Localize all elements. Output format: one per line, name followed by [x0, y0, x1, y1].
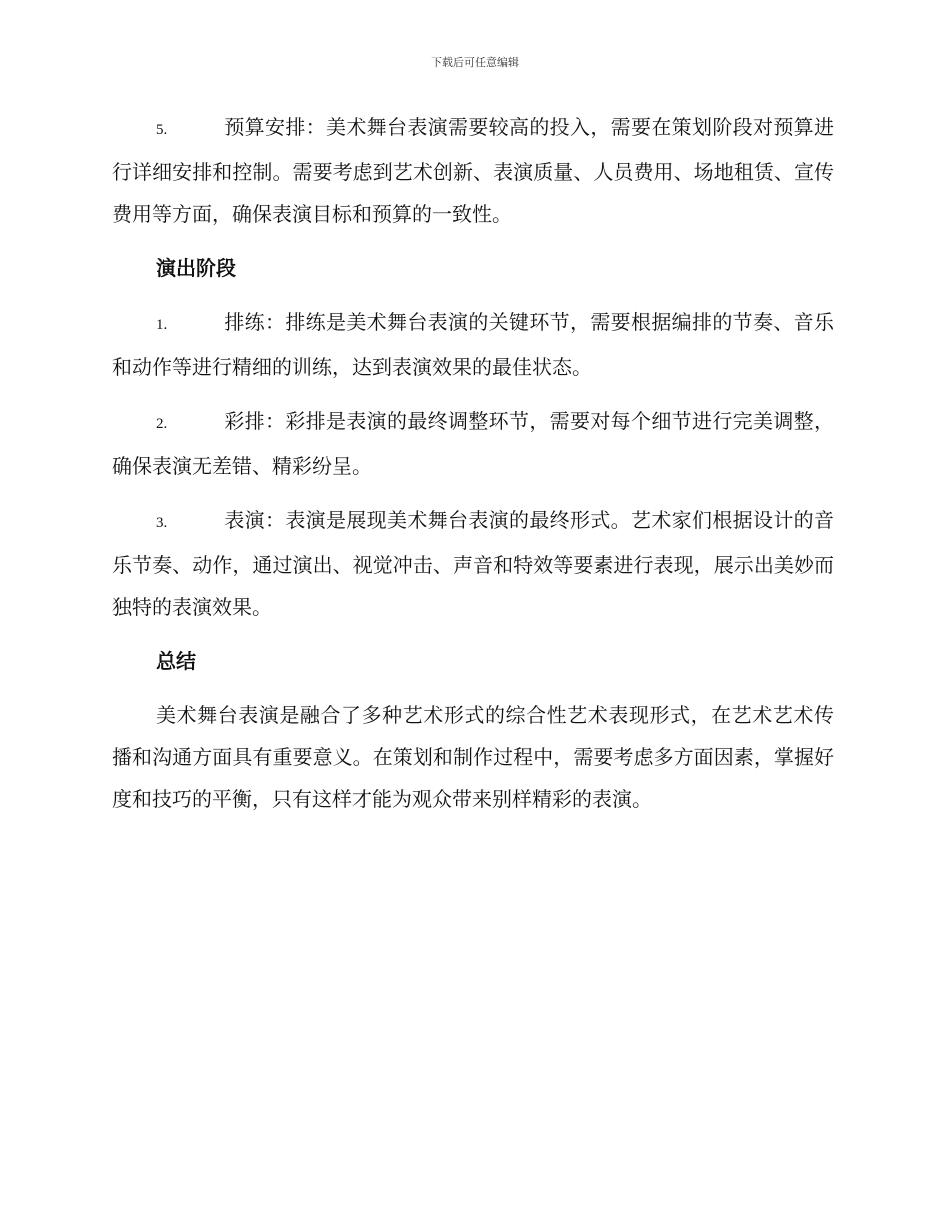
list-item-budget [112, 106, 834, 235]
list-item-rehearsal [112, 301, 834, 388]
list-text: 预算安排：美术舞台表演需要较高的投入，需要在策划阶段对预算进行详细安排和控制。需要考虑到艺术创新、表演质量、人员费用、场地租赁、宣传费用等方面，确保表演目标和预算的一致性。 [112, 115, 834, 226]
document-body [112, 106, 834, 832]
list-number: 2. [156, 416, 168, 432]
list-item-performance [112, 499, 834, 628]
page-header: 下载后可任意编辑 [431, 56, 519, 69]
list-number: 5. [156, 122, 168, 138]
section-heading-performance: 演出阶段 [156, 256, 236, 280]
list-number: 3. [156, 515, 168, 531]
list-text: 表演：表演是展现美术舞台表演的最终形式。艺术家们根据设计的音乐节奏、动作，通过演出、视觉冲击、声音和特效等要素进行表现，展示出美妙而独特的表演效果。 [112, 508, 834, 619]
list-text: 排练：排练是美术舞台表演的关键环节，需要根据编排的节奏、音乐和动作等进行精细的训练，达到表演效果的最佳状态。 [112, 310, 834, 379]
list-number: 1. [156, 317, 168, 333]
section-heading-summary: 总结 [156, 649, 196, 673]
summary-paragraph: 美术舞台表演是融合了多种艺术形式的综合性艺术表现形式，在艺术艺术传播和沟通方面具有重要意义。在策划和制作过程中，需要考虑多方面因素，掌握好度和技巧的平衡，只有这样才能为观众带来别样精彩的表演。 [112, 703, 834, 811]
list-item-dress-rehearsal [112, 400, 834, 487]
list-text: 彩排：彩排是表演的最终调整环节，需要对每个细节进行完美调整，确保表演无差错、精彩纷呈。 [112, 409, 834, 478]
